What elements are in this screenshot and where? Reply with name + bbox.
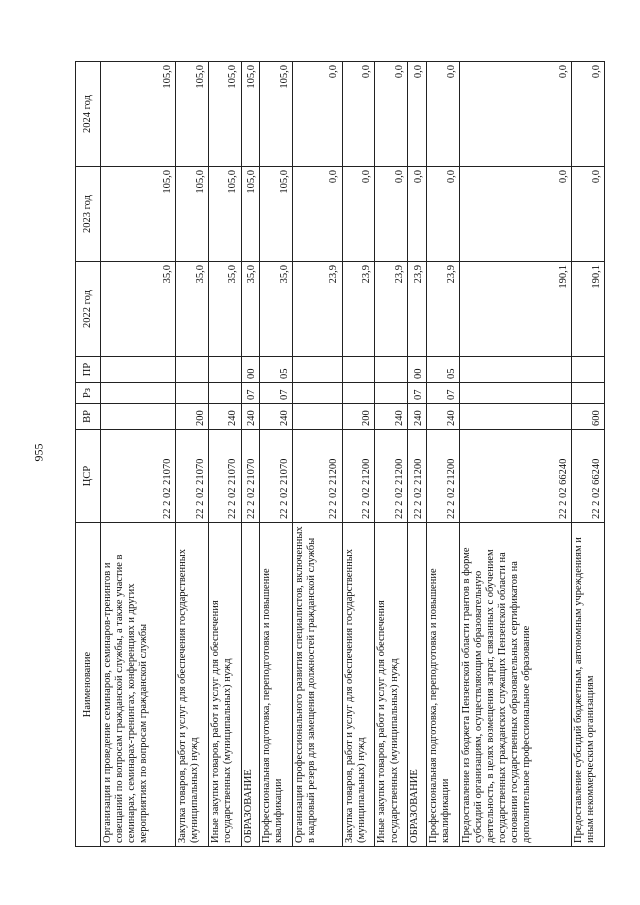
- cell-csr: 22 2 02 21200: [375, 430, 408, 523]
- header-2024: 2024 год: [76, 62, 101, 167]
- cell-2022: 23,9: [427, 262, 460, 357]
- cell-2022: 35,0: [101, 262, 176, 357]
- cell-pr: 00: [408, 357, 427, 383]
- cell-rz: [293, 383, 342, 404]
- header-vr: ВР: [76, 404, 101, 430]
- header-2022: 2022 год: [76, 262, 101, 357]
- cell-name: Предоставление из бюджета Пензенской области грантов в форме субсидий организациям, осуществляющим образовательную деятельность, в целях возмещения затрат, связанных с обучением государственных гражданских служащих Пензенской области на основании государственных образовательных сертификатов на дополнительное профессиональное образование: [460, 523, 572, 847]
- cell-vr: [460, 404, 572, 430]
- cell-rz: [175, 383, 208, 404]
- cell-2023: 0,0: [408, 167, 427, 262]
- cell-pr: [175, 357, 208, 383]
- cell-name: ОБРАЗОВАНИЕ: [408, 523, 427, 847]
- table-row: [342, 62, 375, 847]
- cell-vr: 240: [208, 404, 241, 430]
- cell-2024: 0,0: [408, 62, 427, 167]
- cell-vr: 600: [572, 404, 605, 430]
- cell-vr: 240: [427, 404, 460, 430]
- cell-vr: 240: [408, 404, 427, 430]
- cell-rz: [342, 383, 375, 404]
- cell-2024: 0,0: [375, 62, 408, 167]
- cell-pr: [293, 357, 342, 383]
- cell-name: Предоставление субсидий бюджетным, автономным учреждениям и иным некоммерческим организациям: [572, 523, 605, 847]
- cell-2024: 105,0: [260, 62, 293, 167]
- cell-2024: 105,0: [175, 62, 208, 167]
- cell-pr: [375, 357, 408, 383]
- cell-pr: [572, 357, 605, 383]
- table-row: [241, 62, 260, 847]
- cell-2023: 105,0: [208, 167, 241, 262]
- cell-2023: 0,0: [342, 167, 375, 262]
- cell-vr: 200: [342, 404, 375, 430]
- cell-name: Закупка товаров, работ и услуг для обеспечения государственных (муниципальных) нужд: [342, 523, 375, 847]
- table-row: [101, 62, 176, 847]
- cell-csr: 22 2 02 21200: [293, 430, 342, 523]
- cell-csr: 22 2 02 21070: [175, 430, 208, 523]
- cell-2022: 23,9: [342, 262, 375, 357]
- table-row: [293, 62, 342, 847]
- cell-csr: 22 2 02 21200: [408, 430, 427, 523]
- cell-rz: 07: [427, 383, 460, 404]
- cell-2022: 35,0: [260, 262, 293, 357]
- cell-2024: 105,0: [208, 62, 241, 167]
- cell-rz: 07: [408, 383, 427, 404]
- cell-name: Иные закупки товаров, работ и услуг для обеспечения государственных (муниципальных) нужд: [375, 523, 408, 847]
- cell-vr: 240: [260, 404, 293, 430]
- cell-name: Профессиональная подготовка, переподготовка и повышение квалификации: [260, 523, 293, 847]
- header-pr: ПР: [76, 357, 101, 383]
- cell-2023: 105,0: [101, 167, 176, 262]
- cell-2022: 35,0: [241, 262, 260, 357]
- table-body: [101, 62, 605, 847]
- cell-pr: [208, 357, 241, 383]
- header-name: Наименование: [76, 523, 101, 847]
- cell-2022: 35,0: [175, 262, 208, 357]
- cell-2024: 105,0: [101, 62, 176, 167]
- cell-pr: [101, 357, 176, 383]
- table-row: [572, 62, 605, 847]
- cell-csr: 22 2 02 21200: [427, 430, 460, 523]
- cell-2022: 190,1: [572, 262, 605, 357]
- cell-2024: 0,0: [342, 62, 375, 167]
- table-row: [375, 62, 408, 847]
- cell-csr: 22 2 02 66240: [460, 430, 572, 523]
- cell-rz: 07: [260, 383, 293, 404]
- table-row: [460, 62, 572, 847]
- cell-rz: [572, 383, 605, 404]
- cell-vr: [101, 404, 176, 430]
- cell-vr: [293, 404, 342, 430]
- cell-2024: 0,0: [427, 62, 460, 167]
- table-header-row: [76, 62, 101, 847]
- cell-pr: 00: [241, 357, 260, 383]
- cell-2022: 23,9: [375, 262, 408, 357]
- cell-name: Закупка товаров, работ и услуг для обеспечения государственных (муниципальных) нужд: [175, 523, 208, 847]
- cell-name: Иные закупки товаров, работ и услуг для обеспечения государственных (муниципальных) нужд: [208, 523, 241, 847]
- budget-table: [75, 61, 605, 847]
- table-row: [208, 62, 241, 847]
- cell-2022: 23,9: [293, 262, 342, 357]
- cell-rz: 07: [241, 383, 260, 404]
- cell-vr: 240: [375, 404, 408, 430]
- table-row: [427, 62, 460, 847]
- cell-2022: 35,0: [208, 262, 241, 357]
- cell-2023: 0,0: [293, 167, 342, 262]
- cell-rz: [375, 383, 408, 404]
- rotated-table-container: [75, 62, 605, 847]
- cell-name: Организация и проведение семинаров, семинаров-тренингов и совещаний по вопросам гражданской службы, а также участие в семинарах, семинарах-тренингах, конференциях и других мероприятиях по вопросам гражданской службы: [101, 523, 176, 847]
- cell-2022: 23,9: [408, 262, 427, 357]
- cell-2023: 0,0: [460, 167, 572, 262]
- cell-2023: 0,0: [427, 167, 460, 262]
- header-rz: Рз: [76, 383, 101, 404]
- cell-2022: 190,1: [460, 262, 572, 357]
- cell-vr: 200: [175, 404, 208, 430]
- cell-2023: 105,0: [260, 167, 293, 262]
- cell-2023: 105,0: [175, 167, 208, 262]
- cell-csr: 22 2 02 21070: [208, 430, 241, 523]
- cell-rz: [101, 383, 176, 404]
- cell-rz: [208, 383, 241, 404]
- cell-2023: 0,0: [572, 167, 605, 262]
- page-number-container: [24, 0, 54, 905]
- page-number: 955: [31, 443, 46, 462]
- cell-2024: 0,0: [460, 62, 572, 167]
- cell-name: Профессиональная подготовка, переподготовка и повышение квалификации: [427, 523, 460, 847]
- cell-2024: 105,0: [241, 62, 260, 167]
- table-row: [408, 62, 427, 847]
- header-2023: 2023 год: [76, 167, 101, 262]
- table-row: [260, 62, 293, 847]
- cell-pr: [460, 357, 572, 383]
- cell-name: ОБРАЗОВАНИЕ: [241, 523, 260, 847]
- cell-csr: 22 2 02 21070: [101, 430, 176, 523]
- cell-2023: 105,0: [241, 167, 260, 262]
- cell-csr: 22 2 02 21070: [241, 430, 260, 523]
- cell-2024: 0,0: [293, 62, 342, 167]
- cell-2024: 0,0: [572, 62, 605, 167]
- cell-csr: 22 2 02 21200: [342, 430, 375, 523]
- cell-vr: 240: [241, 404, 260, 430]
- cell-2023: 0,0: [375, 167, 408, 262]
- cell-csr: 22 2 02 66240: [572, 430, 605, 523]
- table-row: [175, 62, 208, 847]
- cell-pr: 05: [427, 357, 460, 383]
- cell-csr: 22 2 02 21070: [260, 430, 293, 523]
- cell-name: Организация профессионального развития специалистов, включенных в кадровый резерв для замещения должностей гражданской службы: [293, 523, 342, 847]
- cell-pr: [342, 357, 375, 383]
- header-csr: ЦСР: [76, 430, 101, 523]
- cell-rz: [460, 383, 572, 404]
- cell-pr: 05: [260, 357, 293, 383]
